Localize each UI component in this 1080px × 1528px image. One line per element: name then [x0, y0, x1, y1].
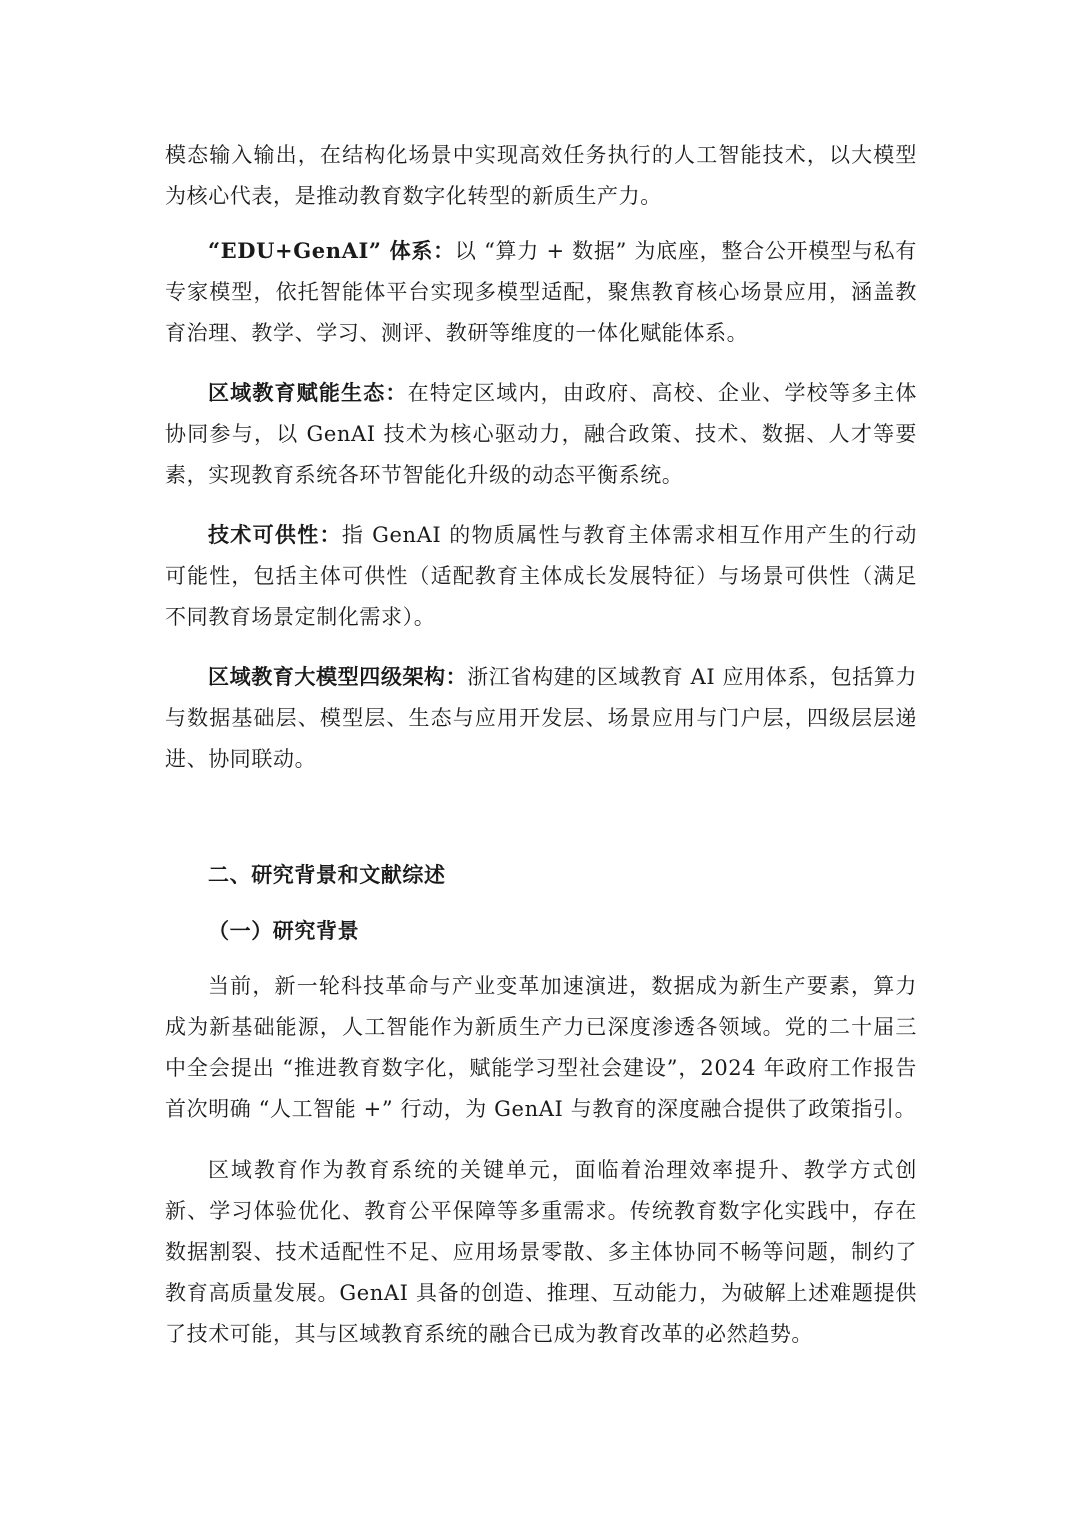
subsection-heading: （一）研究背景 [208, 918, 360, 943]
paragraph-edu-genai-system [165, 230, 917, 354]
paragraph-four-level-architecture [165, 656, 917, 780]
paragraph-text: 区域教育作为教育系统的关键单元，面临着治理效率提升、教学方式创新、学习体验优化、教育公平保障等多重需求。传统教育数字化实践中，存在数据割裂、技术适配性不足、应用场景零散、多主体协同不畅等问题，制约了教育高质量发展。GenAI 具备的创造、推理、互动能力，为破解上述难题提供了技术可能，其与区域教育系统的融合已成为教育改革的必然趋势。 [165, 1158, 917, 1346]
paragraph-text: 在特定区域内，由政府、高校、企业、学校等多主体协同参与，以 GenAI 技术为核心驱动力，融合政策、技术、数据、人才等要素，实现教育系统各环节智能化升级的动态平衡系统。 [165, 381, 917, 487]
term-label: 区域教育赋能生态： [208, 380, 408, 405]
term-label: 区域教育大模型四级架构： [208, 664, 468, 689]
paragraph-text: 以 “算力 + 数据” 为底座，整合公开模型与私有专家模型，依托智能体平台实现多模型适配，聚焦教育核心场景应用，涵盖教育治理、教学、学习、测评、教研等维度的一体化赋能体系。 [165, 239, 917, 345]
section-heading: 二、研究背景和文献综述 [208, 862, 446, 887]
term-label: 技术可供性： [208, 522, 342, 547]
paragraph-text: 浙江省构建的区域教育 AI 应用体系，包括算力与数据基础层、模型层、生态与应用开发层、场景应用与门户层，四级层层递进、协同联动。 [165, 665, 917, 771]
paragraph-genai-definition-continued [165, 135, 917, 217]
term-label: “EDU+GenAI” 体系： [208, 238, 455, 263]
paragraph-regional-education-needs [165, 1150, 917, 1355]
paragraph-text: 指 GenAI 的物质属性与教育主体需求相互作用产生的行动可能性，包括主体可供性（适配教育主体成长发展特征）与场景可供性（满足不同教育场景定制化需求）。 [165, 523, 918, 629]
paragraph-text: 当前，新一轮科技革命与产业变革加速演进，数据成为新生产要素，算力成为新基础能源，人工智能作为新质生产力已深度渗透各领域。党的二十届三中全会提出 “推进教育数字化，赋能学习型社会建设”，2024 年政府工作报告首次明确 “人工智能 +” 行动，为 GenAI 与教育的深度融合提供了政策指引。 [165, 974, 917, 1121]
paragraph-regional-ecosystem [165, 372, 917, 496]
paragraph-research-background [165, 966, 917, 1130]
paragraph-text: 模态输入输出，在结构化场景中实现高效任务执行的人工智能技术，以大模型为核心代表，是推动教育数字化转型的新质生产力。 [165, 143, 917, 208]
paragraph-technology-affordance [165, 514, 917, 638]
